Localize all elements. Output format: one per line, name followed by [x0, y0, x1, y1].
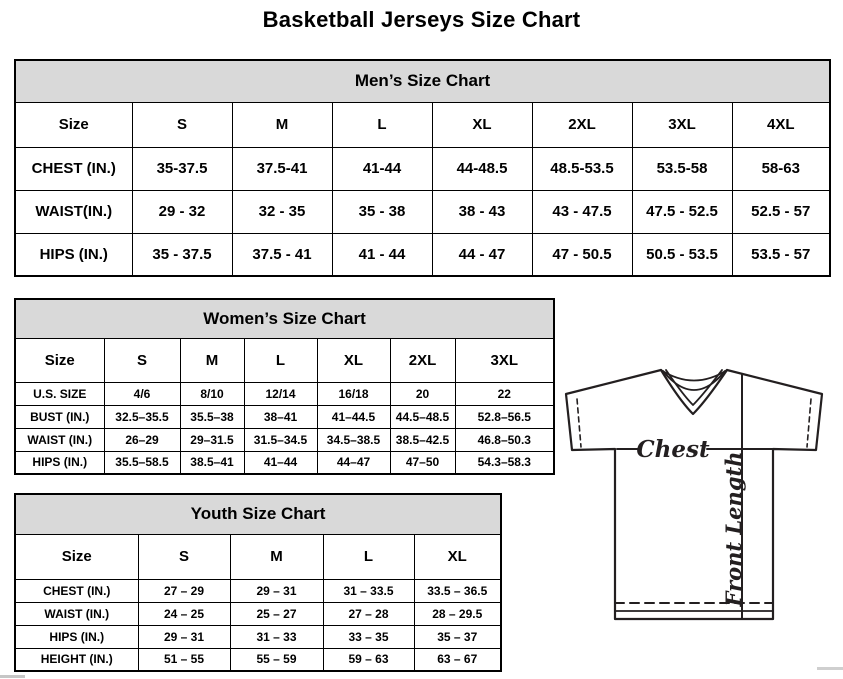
column-header-cell: L: [332, 102, 432, 147]
column-header-cell: 3XL: [632, 102, 732, 147]
value-cell: 41-44: [332, 147, 432, 190]
value-cell: 59 – 63: [323, 648, 414, 671]
row-label-cell: WAIST(IN.): [15, 190, 132, 233]
size-header-row: [15, 534, 501, 579]
jersey-measurement-diagram: [560, 356, 840, 626]
value-cell: 4/6: [104, 382, 180, 405]
value-cell: 38 - 43: [432, 190, 532, 233]
value-cell: 47.5 - 52.5: [632, 190, 732, 233]
value-cell: 37.5-41: [232, 147, 332, 190]
row-label-cell: U.S. SIZE: [15, 382, 104, 405]
value-cell: 37.5 - 41: [232, 233, 332, 276]
table-title-row: [15, 299, 554, 338]
value-cell: 47–50: [390, 451, 455, 474]
value-cell: 29 – 31: [138, 625, 230, 648]
value-cell: 44.5–48.5: [390, 405, 455, 428]
value-cell: 38–41: [244, 405, 317, 428]
value-cell: 41–44.5: [317, 405, 390, 428]
right-cuff-dashed-line: [807, 399, 811, 447]
mens-size-table: [14, 59, 831, 277]
chest-label: Chest: [636, 436, 710, 463]
measurement-row: [15, 405, 554, 428]
column-header-cell: L: [323, 534, 414, 579]
column-header-cell: XL: [432, 102, 532, 147]
left-cuff-dashed-line: [577, 399, 581, 447]
table-title: Men’s Size Chart: [15, 60, 830, 102]
value-cell: 52.5 - 57: [732, 190, 830, 233]
horizontal-scrollbar-fragment-right[interactable]: [817, 667, 843, 670]
column-header-cell: 2XL: [532, 102, 632, 147]
row-label-cell: WAIST (IN.): [15, 602, 138, 625]
value-cell: 44 - 47: [432, 233, 532, 276]
column-header-cell: Size: [15, 102, 132, 147]
row-label-cell: HIPS (IN.): [15, 451, 104, 474]
value-cell: 41 - 44: [332, 233, 432, 276]
column-header-cell: Size: [15, 338, 104, 382]
measurement-row: [15, 451, 554, 474]
value-cell: 33 – 35: [323, 625, 414, 648]
column-header-cell: Size: [15, 534, 138, 579]
measurement-row: [15, 625, 501, 648]
value-cell: 38.5–41: [180, 451, 244, 474]
value-cell: 53.5-58: [632, 147, 732, 190]
value-cell: 50.5 - 53.5: [632, 233, 732, 276]
value-cell: 29 – 31: [230, 579, 323, 602]
youth-size-table: [14, 493, 502, 672]
column-header-cell: S: [132, 102, 232, 147]
value-cell: 43 - 47.5: [532, 190, 632, 233]
table-title-row: [15, 494, 501, 534]
value-cell: 35-37.5: [132, 147, 232, 190]
measurement-row: [15, 233, 830, 276]
value-cell: 35.5–38: [180, 405, 244, 428]
column-header-cell: M: [230, 534, 323, 579]
table-title: Women’s Size Chart: [15, 299, 554, 338]
value-cell: 54.3–58.3: [455, 451, 554, 474]
value-cell: 27 – 29: [138, 579, 230, 602]
column-header-cell: XL: [317, 338, 390, 382]
value-cell: 26–29: [104, 428, 180, 451]
value-cell: 48.5-53.5: [532, 147, 632, 190]
value-cell: 31 – 33.5: [323, 579, 414, 602]
value-cell: 25 – 27: [230, 602, 323, 625]
value-cell: 31.5–34.5: [244, 428, 317, 451]
row-label-cell: CHEST (IN.): [15, 147, 132, 190]
value-cell: 24 – 25: [138, 602, 230, 625]
size-header-row: [15, 102, 830, 147]
value-cell: 35.5–58.5: [104, 451, 180, 474]
value-cell: 31 – 33: [230, 625, 323, 648]
value-cell: 38.5–42.5: [390, 428, 455, 451]
value-cell: 51 – 55: [138, 648, 230, 671]
column-header-cell: M: [232, 102, 332, 147]
value-cell: 47 - 50.5: [532, 233, 632, 276]
value-cell: 63 – 67: [414, 648, 501, 671]
value-cell: 44-48.5: [432, 147, 532, 190]
column-header-cell: XL: [414, 534, 501, 579]
column-header-cell: S: [104, 338, 180, 382]
measurement-row: [15, 428, 554, 451]
table-title: Youth Size Chart: [15, 494, 501, 534]
column-header-cell: 3XL: [455, 338, 554, 382]
front-length-label: Front Length: [721, 451, 746, 607]
value-cell: 32 - 35: [232, 190, 332, 233]
row-label-cell: HIPS (IN.): [15, 625, 138, 648]
value-cell: 53.5 - 57: [732, 233, 830, 276]
value-cell: 22: [455, 382, 554, 405]
measurement-row: [15, 190, 830, 233]
size-header-row: [15, 338, 554, 382]
row-label-cell: CHEST (IN.): [15, 579, 138, 602]
measurement-row: [15, 382, 554, 405]
value-cell: 20: [390, 382, 455, 405]
value-cell: 29 - 32: [132, 190, 232, 233]
value-cell: 35 – 37: [414, 625, 501, 648]
measurement-row: [15, 602, 501, 625]
horizontal-scrollbar-fragment-left[interactable]: [0, 675, 25, 678]
column-header-cell: L: [244, 338, 317, 382]
column-header-cell: 2XL: [390, 338, 455, 382]
table-title-row: [15, 60, 830, 102]
value-cell: 28 – 29.5: [414, 602, 501, 625]
value-cell: 46.8–50.3: [455, 428, 554, 451]
value-cell: 32.5–35.5: [104, 405, 180, 428]
column-header-cell: 4XL: [732, 102, 830, 147]
value-cell: 44–47: [317, 451, 390, 474]
row-label-cell: HEIGHT (IN.): [15, 648, 138, 671]
row-label-cell: WAIST (IN.): [15, 428, 104, 451]
row-label-cell: BUST (IN.): [15, 405, 104, 428]
value-cell: 52.8–56.5: [455, 405, 554, 428]
womens-size-table: [14, 298, 555, 475]
column-header-cell: M: [180, 338, 244, 382]
column-header-cell: S: [138, 534, 230, 579]
jersey-drawing: [560, 356, 840, 626]
jersey-outline: [566, 370, 822, 619]
measurement-row: [15, 579, 501, 602]
value-cell: 12/14: [244, 382, 317, 405]
value-cell: 35 - 38: [332, 190, 432, 233]
value-cell: 55 – 59: [230, 648, 323, 671]
value-cell: 27 – 28: [323, 602, 414, 625]
value-cell: 8/10: [180, 382, 244, 405]
value-cell: 33.5 – 36.5: [414, 579, 501, 602]
row-label-cell: HIPS (IN.): [15, 233, 132, 276]
value-cell: 41–44: [244, 451, 317, 474]
measurement-row: [15, 648, 501, 671]
value-cell: 58-63: [732, 147, 830, 190]
measurement-row: [15, 147, 830, 190]
value-cell: 34.5–38.5: [317, 428, 390, 451]
value-cell: 16/18: [317, 382, 390, 405]
page-title: Basketball Jerseys Size Chart: [262, 7, 581, 32]
value-cell: 29–31.5: [180, 428, 244, 451]
value-cell: 35 - 37.5: [132, 233, 232, 276]
